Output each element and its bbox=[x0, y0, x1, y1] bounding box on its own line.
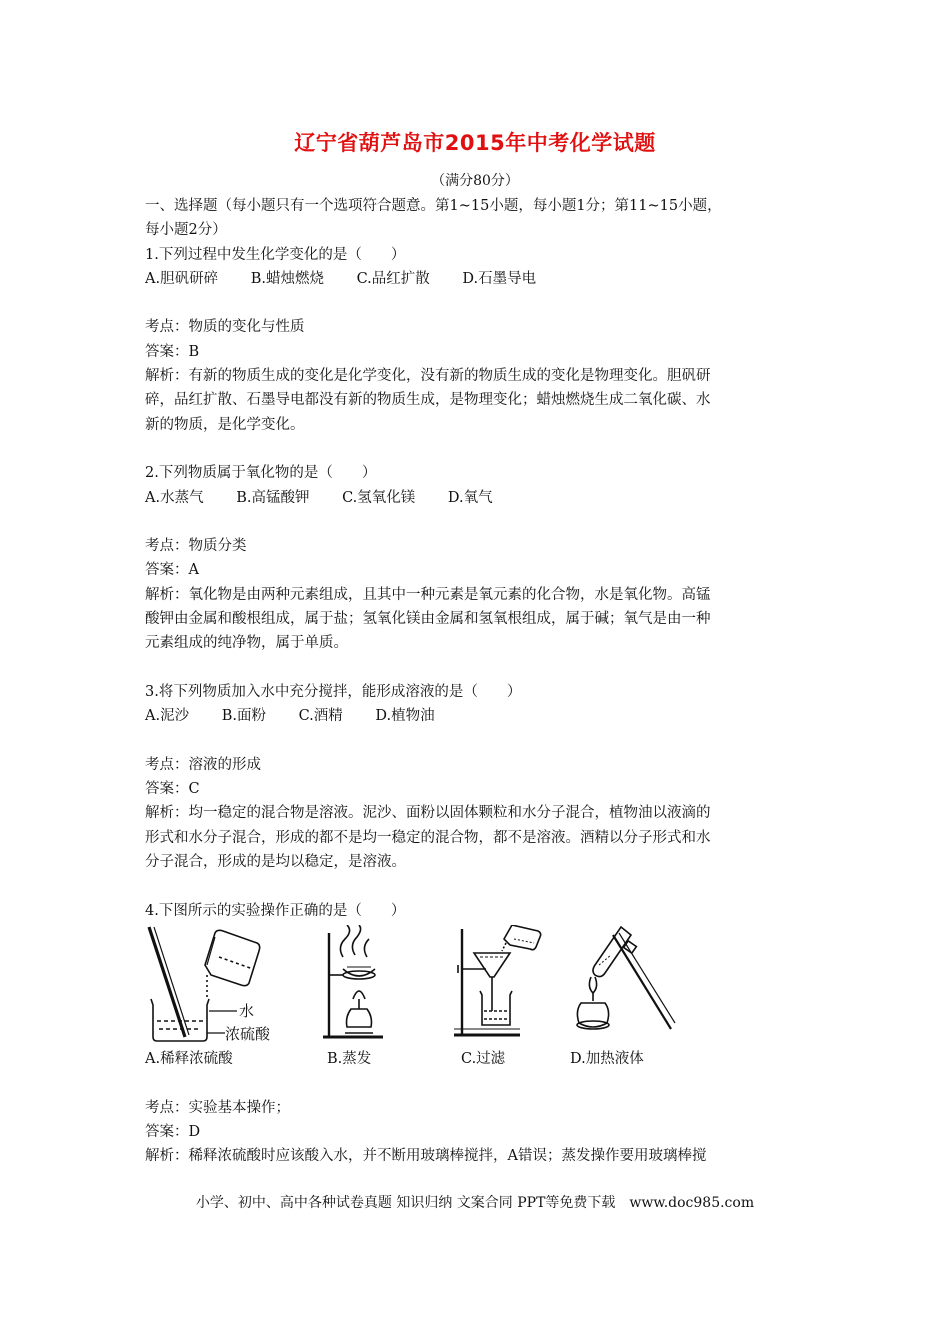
q2-analysis-line-3: 元素组成的纯净物，属于单质。 bbox=[145, 635, 348, 652]
q2-option-a: A.水蒸气 bbox=[145, 489, 204, 506]
q2-analysis-line-1: 解析：氧化物是由两种元素组成，且其中一种元素是氧元素的化合物，水是氧化物。高锰 bbox=[145, 586, 711, 603]
q1-option-a: A.胆矾研碎 bbox=[145, 270, 219, 287]
q2-stem: 2.下列物质属于氧化物的是（ ） bbox=[145, 465, 377, 482]
figure-b-evaporation bbox=[321, 925, 391, 1043]
q4-answer: 答案：D bbox=[145, 1123, 201, 1140]
caption-b: B.蒸发 bbox=[327, 1050, 372, 1067]
q2-option-d: D.氧气 bbox=[447, 489, 493, 506]
q2-answer: 答案：A bbox=[145, 562, 199, 579]
q3-answer: 答案：C bbox=[145, 781, 200, 798]
q1-option-c: C.品红扩散 bbox=[356, 270, 430, 287]
q2-options bbox=[145, 486, 815, 510]
q1-option-b: B.蜡烛燃烧 bbox=[250, 270, 324, 287]
q4-analysis-line-1: 解析：稀释浓硫酸时应该酸入水，并不断用玻璃棒搅拌，A错误；蒸发操作要用玻璃棒搅 bbox=[145, 1148, 707, 1165]
q4-stem: 4.下图所示的实验操作正确的是（ ） bbox=[145, 902, 406, 919]
figure-d-heating bbox=[567, 925, 677, 1043]
q2-option-b: B.高锰酸钾 bbox=[236, 489, 310, 506]
score-note: （满分80分） bbox=[431, 173, 519, 189]
q1-answer: 答案：B bbox=[145, 343, 200, 360]
q3-point: 考点：溶液的形成 bbox=[145, 756, 261, 773]
q1-stem: 1.下列过程中发生化学变化的是（ ） bbox=[145, 246, 406, 263]
document-body bbox=[145, 194, 815, 1168]
page-footer: 小学、初中、高中各种试卷真题 知识归纳 文案合同 PPT等免费下载 www.doc985.com bbox=[195, 1195, 755, 1211]
caption-c: C.过滤 bbox=[461, 1050, 506, 1067]
q1-analysis-line-3: 新的物质，是化学变化。 bbox=[145, 416, 305, 433]
caption-a: A.稀释浓硫酸 bbox=[145, 1050, 233, 1067]
section-heading-line-1: 一、选择题（每小题只有一个选项符合题意。第1~15小题，每小题1分；第11~15小题， bbox=[145, 198, 722, 214]
q1-analysis-line-1: 解析：有新的物质生成的变化是化学变化，没有新的物质生成的变化是物理变化。胆矾研 bbox=[145, 368, 711, 385]
page-title: 辽宁省葫芦岛市2015年中考化学试题 bbox=[294, 131, 656, 155]
q3-option-a: A.泥沙 bbox=[145, 708, 190, 725]
q4-captions bbox=[145, 1047, 815, 1071]
q4-figures bbox=[145, 925, 815, 1047]
q3-analysis-line-2: 形式和水分子混合，形成的都不是均一稳定的混合物，都不是溶液。酒精以分子形式和水 bbox=[145, 829, 711, 846]
figure-a-dilution bbox=[145, 925, 285, 1043]
q2-analysis-line-2: 酸钾由金属和酸根组成，属于盐；氢氧化镁由金属和氢氧根组成，属于碱；氧气是由一种 bbox=[145, 611, 711, 628]
q3-option-c: C.酒精 bbox=[298, 708, 343, 725]
q2-point: 考点：物质分类 bbox=[145, 538, 247, 555]
q3-analysis-line-3: 分子混合，形成的是均以稳定，是溶液。 bbox=[145, 854, 406, 871]
q3-analysis-line-1: 解析：均一稳定的混合物是溶液。泥沙、面粉以固体颗粒和水分子混合，植物油以液滴的 bbox=[145, 805, 711, 822]
q3-stem: 3.将下列物质加入水中充分搅拌，能形成溶液的是（ ） bbox=[145, 683, 522, 700]
q3-option-d: D.植物油 bbox=[375, 708, 435, 725]
section-heading-line-2: 每小题2分） bbox=[145, 222, 227, 239]
label-acid: 浓硫酸 bbox=[225, 1024, 271, 1043]
q2-option-c: C.氢氧化镁 bbox=[342, 489, 416, 506]
caption-d: D.加热液体 bbox=[570, 1050, 644, 1067]
q1-option-d: D.石墨导电 bbox=[462, 270, 537, 287]
q1-analysis-line-2: 碎，品红扩散、石墨导电都没有新的物质生成，是物理变化；蜡烛燃烧生成二氧化碳、水 bbox=[145, 392, 711, 409]
q1-point: 考点：物质的变化与性质 bbox=[145, 319, 305, 336]
figure-c-filtration bbox=[450, 925, 560, 1043]
q4-point: 考点：实验基本操作； bbox=[145, 1099, 290, 1116]
q1-options bbox=[145, 267, 815, 291]
q3-options bbox=[145, 704, 815, 728]
q3-option-b: B.面粉 bbox=[221, 708, 266, 725]
label-water: 水 bbox=[239, 1001, 255, 1020]
